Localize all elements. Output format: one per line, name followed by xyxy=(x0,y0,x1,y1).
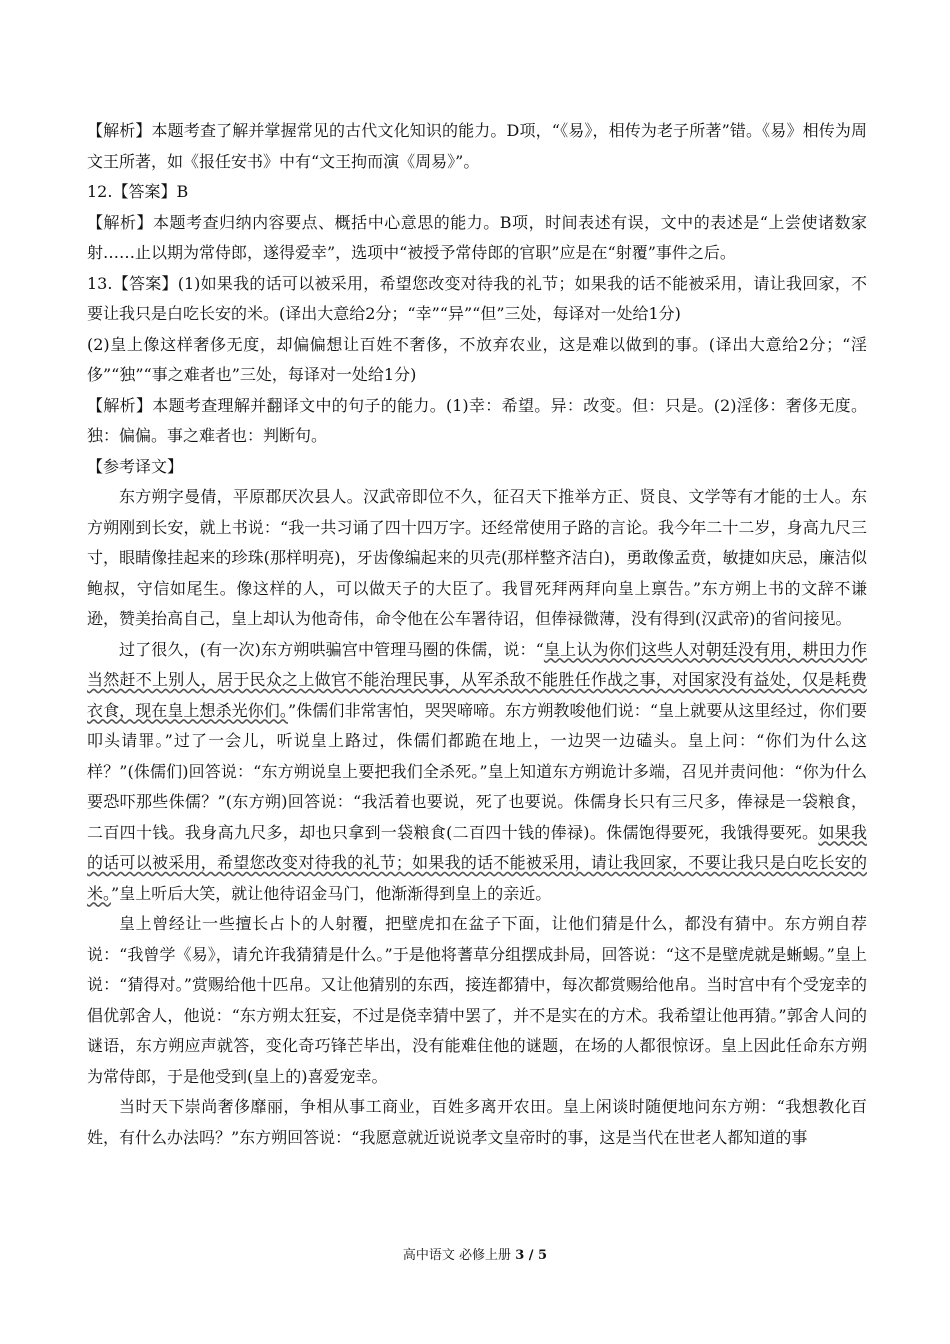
text-segment: 过了很久，(有一次)东方朔哄骗宫中管理马圈的侏儒，说：“ xyxy=(119,639,544,659)
underlined-sentence: 如果我的话可以被采用，希望您改变对待我的礼节；如果我的话不能被采用，请让我回家，不要让我只是白吃长安的米。 xyxy=(87,822,867,903)
footer-title: 高中语文 必修上册 xyxy=(402,1248,512,1263)
analysis-12: 【解析】本题考查归纳内容要点、概括中心意思的能力。B项，时间表述有误，文中的表述是“上尝使诸数家射……止以期为常侍郎，遂得爱幸”，选项中“被授予常侍郎的官职”应是在“射覆”事件之后。 xyxy=(87,212,867,262)
document-body xyxy=(87,116,867,1153)
text-segment: ”侏儒们非常害怕，哭哭啼啼。东方朔教唆他们说：“皇上就要从这里经过，你们要叩头请罪。”过了一会儿，听说皇上路过，侏儒们都跪在地上，一边哭一边磕头。皇上问：“你们为什么这样？”(侏儒们)回答说：“东方朔说皇上要把我们全杀死。”皇上知道东方朔诡计多端，召见并责问他：“你为什么要恐吓那些侏儒？”(东方朔)回答说：“我活着也要说，死了也要说。侏儒身长只有三尺多，俸禄是一袋粮食，二百四十钱。我身高九尺多，却也只拿到一袋粮食(二百四十钱的俸禄)。侏儒饱得要死，我饿得要死。 xyxy=(87,700,867,842)
reference-translation-heading: 【参考译文】 xyxy=(87,456,184,476)
translation-paragraph-2 xyxy=(87,635,867,910)
page-footer xyxy=(0,1244,950,1263)
answer-13-part2: (2)皇上像这样奢侈无度，却偏偏想让百姓不奢侈，不放弃农业，这是难以做到的事。(译出大意给2分；“淫侈”“独”“事之难者也”三处，每译对一处给1分) xyxy=(87,334,867,384)
answer-13-part1: 13.【答案】(1)如果我的话可以被采用，希望您改变对待我的礼节；如果我的话不能被采用，请让我回家，不要让我只是白吃长安的米。(译出大意给2分；“幸”“异”“但”三处，每译对一处给1分) xyxy=(87,273,867,323)
underlined-sentence: 皇上认为你们这些人对朝廷没有用，耕田力作当然赶不上别人，居于民众之上做官不能治理民事，从军杀敌不能胜任作战之事，对国家没有益处，仅是耗费衣食，现在皇上想杀光你们。 xyxy=(87,639,867,720)
translation-paragraph-3: 皇上曾经让一些擅长占卜的人射覆，把壁虎扣在盆子下面，让他们猜是什么，都没有猜中。东方朔自荐说：“我曾学《易》，请允许我猜猜是什么。”于是他将蓍草分组摆成卦局，回答说：“这不是壁虎就是蜥蜴。”皇上说：“猜得对。”赏赐给他十匹帛。又让他猜别的东西，接连都猜中，每次都赏赐给他帛。当时宫中有个受宠幸的倡优郭舍人，他说：“东方朔太狂妄，不过是侥幸猜中罢了，并不是实在的方术。我希望让他再猜。”郭舍人问的谜语，东方朔应声就答，变化奇巧锋芒毕出，没有能难住他的谜题，在场的人都很惊讶。皇上因此任命东方朔为常侍郎，于是他受到(皇上的)喜爱宠幸。 xyxy=(87,914,867,1086)
translation-paragraph-1: 东方朔字曼倩，平原郡厌次县人。汉武帝即位不久，征召天下推举方正、贤良、文学等有才能的士人。东方朔刚到长安，就上书说：“我一共习诵了四十四万字。还经常使用子路的言论。我今年二十二岁，身高九尺三寸，眼睛像挂起来的珍珠(那样明亮)，牙齿像编起来的贝壳(那样整齐洁白)，勇敢像孟贲，敏捷如庆忌，廉洁似鲍叔，守信如尾生。像这样的人，可以做天子的大臣了。我冒死拜两拜向皇上禀告。”东方朔上书的文辞不谦逊，赞美抬高自己，皇上却认为他奇伟，命令他在公车署待诏，但俸禄微薄，没有得到(汉武帝)的省问接见。 xyxy=(87,487,867,628)
answer-12: 12.【答案】B xyxy=(87,182,189,201)
analysis-11: 【解析】本题考查了解并掌握常见的古代文化知识的能力。D项，“《易》，相传为老子所著”错。《易》相传为周文王所著，如《报任安书》中有“文王拘而演《周易》”。 xyxy=(87,121,867,171)
page-number: 3 / 5 xyxy=(515,1248,548,1263)
translation-paragraph-4: 当时天下崇尚奢侈靡丽，争相从事工商业，百姓多离开农田。皇上闲谈时随便地问东方朔：“我想教化百姓，有什么办法吗？”东方朔回答说：“我愿意就近说说孝文皇帝时的事，这是当代在世老人都知道的事 xyxy=(87,1097,867,1147)
text-segment: ”皇上听后大笑，就让他待诏金马门，他渐渐得到皇上的亲近。 xyxy=(111,883,552,903)
analysis-13: 【解析】本题考查理解并翻译文中的句子的能力。(1)幸：希望。异：改变。但：只是。(2)淫侈：奢侈无度。独：偏偏。事之难者也：判断句。 xyxy=(87,395,867,445)
